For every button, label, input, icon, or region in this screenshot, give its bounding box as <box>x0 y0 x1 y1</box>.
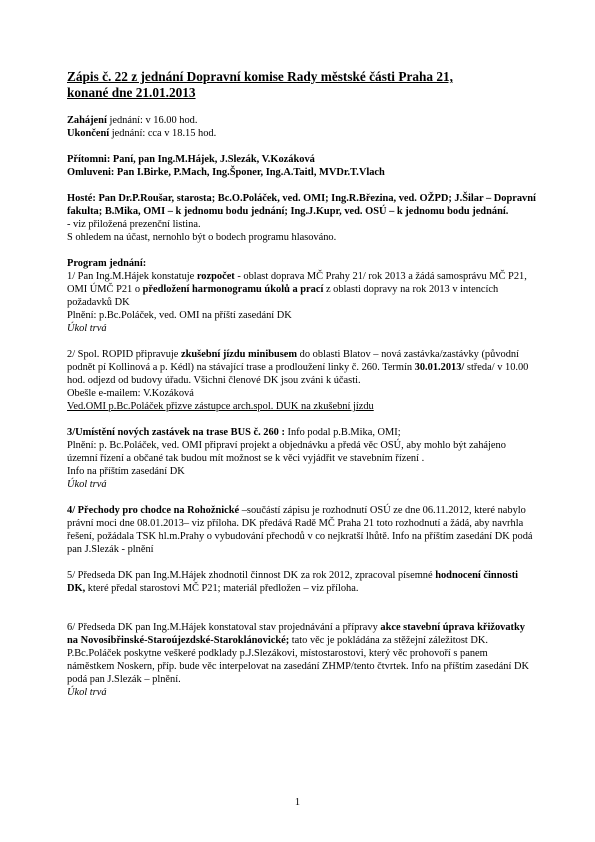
title-line-1: Zápis č. 22 z jednání Dopravní komise Rady městské části Praha 21, <box>67 69 453 84</box>
item-2: 2/ Spol. ROPID připravuje zkušební jízdu minibusem do oblasti Blatov – nová zastávka/zastávky (původní podnět pí Kollinová a p. Kédl) na stávající trase a prodloužení linky č. 260. Termín 30.01.2013/ středa/ v 10.00 hod. odjezd od budovy úřadu. Všichni členové DK jsou zváni k účasti. <box>67 349 529 386</box>
item-4: 4/ Přechody pro chodce na Rohožnické –součástí zápisu je rozhodnutí OSÚ ze dne 06.11.2012, které nabylo právní moci dne 08.01.2013– viz příloha. DK předává Radě MČ Praha 21 toto rozhodnutí a žádá, aby navrhla řešení, požádala TSK hl.m.Prahy o vybudování přechodů v co nejkratší lhůtě. Info na příštím zasedání DK podá pan J.Slezák - plnění <box>67 505 533 555</box>
item-6: 6/ Předseda DK pan Ing.M.Hájek konstatoval stav projednávání a přípravy akce stavební úprava křižovatky na Novosibřinské-Staroújezdské-Staroklánovické; tato věc je pokládána za stěžejní záležitost DK. P.Bc.Poláček poskytne veškeré podklady p.J.Slezákovi, místostarostovi, který věc prohovoří s panem náměstkem Noskern, příp. bude věc interpelovat na zasedání ZHMP/tento čtvrtek. Info na příštím zasedání DK podá pan J.Slezák – plnění. <box>67 622 529 685</box>
item-1-status: Úkol trvá <box>67 323 107 334</box>
item-1-plneni: Plnění: p.Bc.Poláček, ved. OMI na příští zasedání DK <box>67 310 292 321</box>
item-6-status: Úkol trvá <box>67 687 107 698</box>
item-2-email: Obešle e-mailem: V.Kozáková <box>67 388 194 399</box>
item-5: 5/ Předseda DK pan Ing.M.Hájek zhodnotil činnost DK za rok 2012, zpracoval písemné hodnocení činnosti DK, které předal starostovi MČ P21; materiál předložen – viz příloha. <box>67 570 519 594</box>
excused-line: Omluveni: Pan I.Birke, P.Mach, Ing.Šponer, Ing.A.Taitl, MVDr.T.Vlach <box>67 167 385 178</box>
voting-note: S ohledem na účast, nernohlo být o bodech programu hlasováno. <box>67 232 337 243</box>
program-heading: Program jednání: <box>67 258 147 269</box>
document-body <box>67 69 537 699</box>
present-line: Přítomni: Paní, pan Ing.M.Hájek, J.Slezák, V.Kozáková <box>67 154 315 165</box>
title-line-2: konané dne 21.01.2013 <box>67 85 196 100</box>
item-3-info: Info na příštím zasedání DK <box>67 466 185 477</box>
item-1: 1/ Pan Ing.M.Hájek konstatuje rozpočet - oblast doprava MČ Prahy 21/ rok 2013 a žádá samosprávu MČ P21, OMI ÚMČ P21 o předložení harmonogramu úkolů a prací z oblasti dopravy na rok 2013 v intencích požadavků DK <box>67 271 527 308</box>
end-time: Ukončení jednání: cca v 18.15 hod. <box>67 128 217 139</box>
guests-line: Hosté: Pan Dr.P.Roušar, starosta; Bc.O.Poláček, ved. OMI; Ing.R.Březina, ved. OŽPD; J.Šilar – Dopravní fakulta; B.Mika, OMI – k jednomu bodu jednání; Ing.J.Kupr, ved. OSÚ – k jednomu bodu jednání. <box>67 193 536 217</box>
item-3-status: Úkol trvá <box>67 479 107 490</box>
item-3: 3/Umístění nových zastávek na trase BUS č. 260 : Info podal p.B.Mika, OMI; <box>67 427 401 438</box>
page-number: 1 <box>294 797 301 808</box>
item-3-plneni: Plnění: p. Bc.Poláček, ved. OMI připraví projekt a objednávku a předá věc OSÚ, aby mohlo být zahájeno územní řízení a občané tak budou mít možnost se k věci vyjádřit ve stavebním řízení . <box>67 440 506 464</box>
item-2-underline: Ved.OMI p.Bc.Poláček přizve zástupce arch.spol. DUK na zkušební jízdu <box>67 401 374 412</box>
document-title <box>67 69 537 101</box>
start-time: Zahájení jednání: v 16.00 hod. <box>67 115 198 126</box>
attendance-note: - viz přiložená prezenční listina. <box>67 219 201 230</box>
